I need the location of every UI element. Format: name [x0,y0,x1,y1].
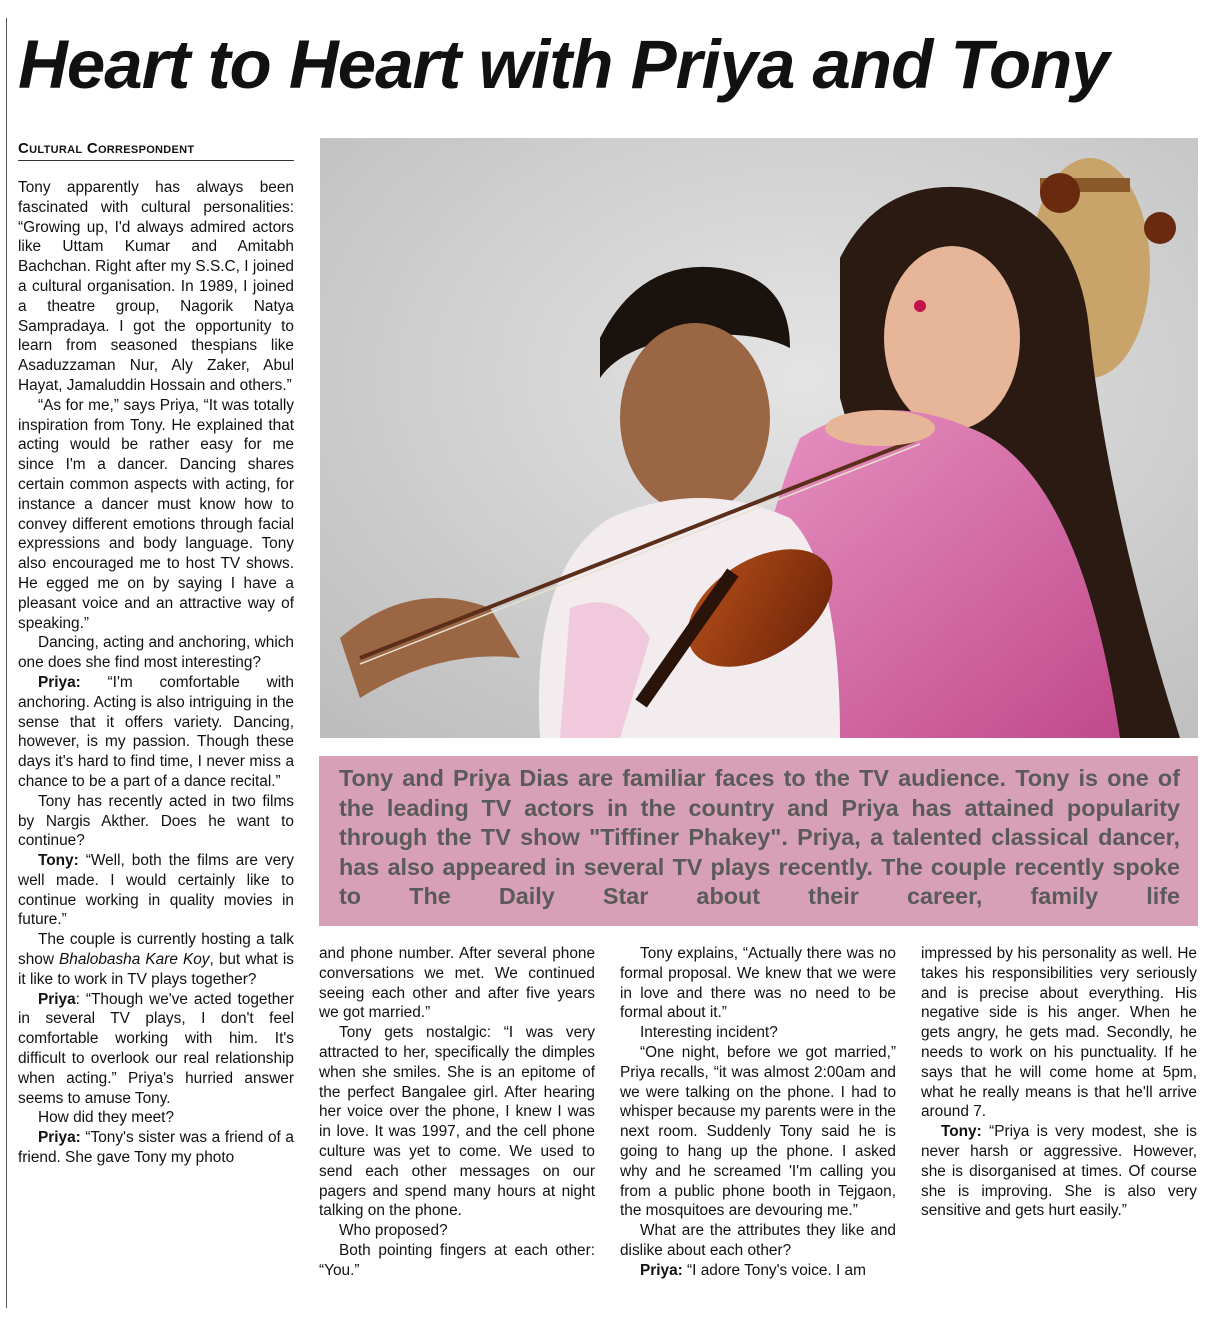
speaker-label: Priya: [38,1129,81,1147]
paragraph: impressed by his personality as well. He takes his responsibilities very seriously and is precise about everything. His negative side is his anger. When he gets angry, he gets mad. Secondly, he needs to work on his punctuality. If he says that he will come home at 5pm, what he really means is that he'll arrive around 7. [921,945,1197,1121]
paragraph [18,930,294,989]
speaker-label: Priya [38,990,76,1008]
couple-photo [320,138,1198,738]
speech: “Well, both the films are very well made. I would certainly like to continue working in quality movies in future.” [18,852,294,929]
speaker-label: Priya: [38,673,81,691]
paragraph: Interesting incident? [640,1024,778,1042]
paragraph: Tony apparently has always been fascinated with cultural personalities: “Growing up, I'd always admired actors like Uttam Kumar and Amitabh Bachchan. Right after my S.S.C, I joined a cultural organisation. In 1989, I joined a theatre group, Nagorik Natya Sampradaya. I got the opportunity to learn from seasoned thespians like Asaduzzaman Nur, Aly Zaker, Abul Hayat, Jamaluddin Hossain and others.” [18,179,294,394]
headline: Heart to Heart with Priya and Tony [18,26,1109,103]
paragraph: Tony gets nostalgic: “I was very attracted to her, specifically the dimples when she smiles. She is an epitome of the perfect Bangalee girl. After hearing her voice over the phone, I knew I was in love. It was 1997, and the cell phone culture was yet to come. We used to send each other messages on our pagers and spend many hours at night talking on the phone. [319,1024,595,1220]
byline: Cultural Correspondent [18,140,294,161]
paragraph: Who proposed? [339,1222,448,1240]
speaker-label: Priya: [640,1261,683,1279]
paragraph: and phone number. After several phone conversations we met. We continued seeing each other and after five years we got married.” [319,945,595,1022]
speech: “I'm comfortable with anchoring. Acting is also intriguing in the sense that it offers variety. Dancing, however, is my passion. Though these days it's hard to find time, I never miss a chance to be a part of a dance recital.” [18,673,294,790]
paragraph: How did they meet? [38,1109,175,1127]
article-column-2 [319,944,595,1308]
paragraph [18,673,294,792]
speech: “Tony's sister was a friend of a friend. She gave Tony my photo [18,1129,294,1167]
speech: : “Though we've acted together in several TV plays, I don't feel comfortable working with him. It's difficult to overlook our real relationship when acting.” Priya's hurried answer seems to amuse Tony. [18,990,294,1107]
paragraph [18,990,294,1109]
article-column-3 [620,944,896,1308]
paragraph: Tony explains, “Actually there was no formal proposal. We knew that we were in love and there was no need to be formal about it.” [620,945,896,1022]
paragraph [18,851,294,930]
paragraph [620,1261,896,1281]
paragraph: Tony has recently acted in two films by Nargis Akther. Does he want to continue? [18,792,294,850]
paragraph: Dancing, acting and anchoring, which one does she find most interesting? [18,634,294,672]
article-column-1 [18,178,294,1308]
speaker-label: Tony: [38,852,79,870]
paragraph [921,1122,1197,1221]
show-title: Bhalobasha Kare Koy [59,951,210,969]
speech: “I adore Tony's voice. I am [682,1261,866,1279]
page-left-rule [6,18,7,1308]
speech: “Priya is very modest, she is never harsh or aggressive. However, she is disorganised at times. Of course she is improving. She is also very sensitive and gets hurt easily.” [921,1123,1197,1220]
pullquote-text: Tony and Priya Dias are familiar faces to the TV audience. Tony is one of the leading TV actors in the country and Priya has attained popularity through the TV show "Tiffiner Phakey". Priya, a talented classical dancer, has also appeared in several TV plays recently. The couple recently spoke to The Daily Star about their career, family life [339,765,1180,910]
pullquote-box [319,756,1198,926]
speaker-label: Tony: [941,1123,982,1141]
paragraph [18,1128,294,1168]
paragraph: “As for me,” says Priya, “It was totally inspiration from Tony. He explained that acting would be rather easy for me since I'm a dancer. Dancing shares certain common aspects with acting, for instance a dancer must know how to convey different emotions through facial expressions and body language. Tony also encouraged me to host TV shows. He egged me on by saying I have a pleasant voice and an attractive way of speaking.” [18,396,294,632]
article-column-4 [921,944,1197,1308]
paragraph: Both pointing fingers at each other: “You.” [319,1241,595,1279]
paragraph: What are the attributes they like and dislike about each other? [620,1222,896,1259]
photo-illustration [320,138,1198,738]
text-run: , but what is it like to work in TV plays together? [18,951,294,988]
text-run: The couple is currently hosting a talk show [18,931,294,969]
paragraph: “One night, before we got married,” Priya recalls, “it was almost 2:00am and we were talking on the phone. I had to whisper because my parents were in the next room. Suddenly Tony said he is going to hang up the phone. I asked why and he screamed 'I'm calling you from a public phone booth in Tejgaon, the mosquitoes are devouring me.” [620,1043,896,1220]
